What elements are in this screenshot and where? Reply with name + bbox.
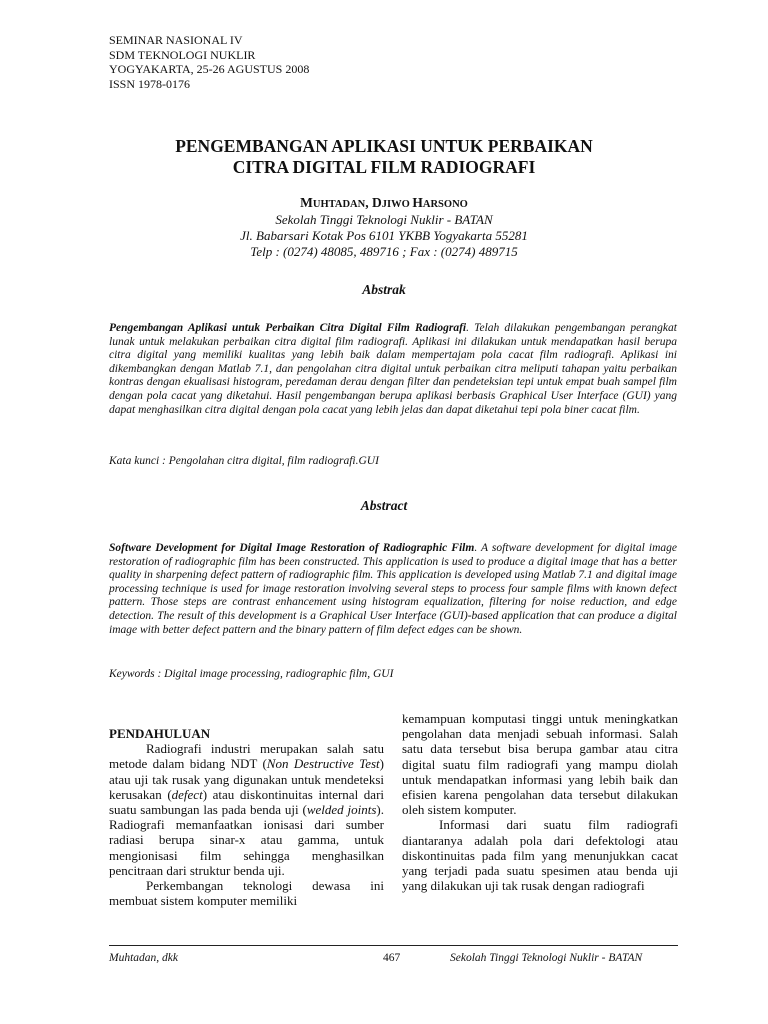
- italic-term: welded joints: [306, 802, 377, 818]
- abstract-heading: Abstract: [360, 498, 408, 513]
- header-issn: ISSN 1978-0176: [109, 76, 191, 91]
- abstrak-lead: Pengembangan Aplikasi untuk Perbaikan Citra Digital Film Radiografi: [109, 322, 467, 334]
- section-heading-pendahuluan: PENDAHULUAN: [109, 726, 211, 741]
- paper-title: [0, 136, 768, 178]
- text-run: Radiografi industri merupakan salah satu metode dalam bidang NDT (: [109, 741, 384, 772]
- footer-rule: [109, 945, 678, 946]
- author-separator: ,: [365, 195, 372, 210]
- abstract-keywords: Keywords : Digital image processing, radiographic film, GUI: [109, 668, 394, 680]
- text-run: ) atau uji tak rusak yang digunakan untuk mendeteksi kerusakan (: [109, 756, 384, 802]
- affiliation-institution: Sekolah Tinggi Teknologi Nuklir - BATAN: [275, 212, 493, 227]
- author-list: [0, 195, 768, 211]
- abstract-body: [109, 542, 677, 637]
- title-line-1: PENGEMBANGAN APLIKASI UNTUK PERBAIKAN: [175, 136, 593, 156]
- header-topic: SDM TEKNOLOGI NUKLIR: [109, 47, 256, 62]
- left-paragraph-1: [109, 741, 384, 878]
- page-number: 467: [383, 952, 401, 964]
- abstrak-heading: Abstrak: [362, 282, 406, 297]
- right-paragraph-2: Informasi dari suatu film radiografi diantaranya adalah pola dari defektologi atau diskontinuitas pada film yang menunjukkan cacat yang terjadi pada suatu spesimen atau benda uji yang dilakukan uji tak rusak dengan radiografi: [402, 817, 678, 894]
- left-column: [109, 726, 384, 908]
- footer-authors: Muhtadan, dkk: [109, 952, 178, 964]
- text-run: ) atau diskontinuitas internal dari suatu sambungan las pada benda uji (: [109, 786, 385, 818]
- footer-institution: Sekolah Tinggi Teknologi Nuklir - BATAN: [450, 952, 643, 964]
- abstract-lead: Software Development for Digital Image Restoration of Radiographic Film: [109, 542, 475, 554]
- title-line-2: CITRA DIGITAL FILM RADIOGRAFI: [232, 157, 536, 177]
- header-location-date: YOGYAKARTA, 25-26 AGUSTUS 2008: [109, 62, 310, 76]
- header-seminar: SEMINAR NASIONAL IV: [109, 33, 243, 47]
- running-header: [109, 33, 309, 91]
- affiliation-contact: Telp : (0274) 48085, 489716 ; Fax : (0274) 489715: [250, 244, 518, 259]
- author-2-initial-2: H: [412, 195, 423, 210]
- affiliation-address: Jl. Babarsari Kotak Pos 6101 YKBB Yogyakarta 55281: [240, 228, 528, 243]
- author-2-rest-1: JIWO: [381, 199, 413, 210]
- italic-term: defect: [171, 786, 203, 802]
- author-2-rest-2: ARSONO: [422, 199, 468, 210]
- author-1-initial: M: [300, 195, 313, 210]
- abstrak-body: [109, 322, 677, 417]
- affiliation: [0, 212, 768, 260]
- right-column: [402, 711, 678, 893]
- italic-term: Non Destructive Test: [266, 756, 380, 772]
- author-2-initial-1: D: [371, 195, 382, 210]
- text-run: ). Radiografi memanfaatkan ionisasi dari sumber radiasi berupa sinar-x atau gamma, untuk mengionisasi film sehingga menghasilkan pencitraan dari struktur benda uji.: [109, 802, 385, 878]
- right-paragraph-1: kemampuan komputasi tinggi untuk meningkatkan pengolahan data menjadi sebuah informasi. Salah satu data tersebut bisa berupa gambar atau citra digital suatu film radiografi yang mampu diolah untuk mendapatkan informasi yang lebih baik dan efisien karena pengolahan data tersebut dilakukan oleh sistem komputer.: [402, 711, 678, 818]
- author-1-rest: UHTADAN: [312, 199, 366, 210]
- abstrak-keywords: Kata kunci : Pengolahan citra digital, film radiografi.GUI: [109, 455, 379, 467]
- abstract-text: . A software development for digital image restoration of radiographic film has been constructed. This application is used to produce a digital image that has a better quality in sharpening defect pattern of radiographic film. This application is developed using Matlab 7.1 and digital image processing technique is used for image restoration involving several steps to process four sample films with known defect pattern. Those steps are contrast enhancement using histogram equalization, filtering for noise reduction, and edge detection. The result of this development is a Graphical User Interface (GUI)-based application that can produce a digital image with better defect pattern and the binary pattern of film defect edges can be shown.: [109, 542, 677, 636]
- abstrak-text: . Telah dilakukan pengembangan perangkat lunak untuk melakukan perbaikan citra digital film radiografi. Aplikasi ini dilakukan untuk mendapatkan hasil berupa citra digital yang memiliki kualitas yang lebih baik dalam mempertajam pola cacat film radiografi. Aplikasi ini dikembangkan dengan Matlab 7.1, dan pengolahan citra digital untuk perbaikan citra meliputi tahapan yaitu perbaikan kontras dengan ekualisasi histogram, peredaman derau dengan filter dan pendeteksian tepi untuk empat buah sampel film dengan pola cacat yang diketahui. Hasil pengembangan berupa aplikasi berbasis Graphical User Interface (GUI) yang dapat menghasilkan citra digital dengan pola cacat yang lebih jelas dan dapat diketahui tepi pola biner cacat film.: [109, 322, 677, 416]
- left-paragraph-2: Perkembangan teknologi dewasa ini membuat sistem komputer memiliki: [109, 878, 384, 909]
